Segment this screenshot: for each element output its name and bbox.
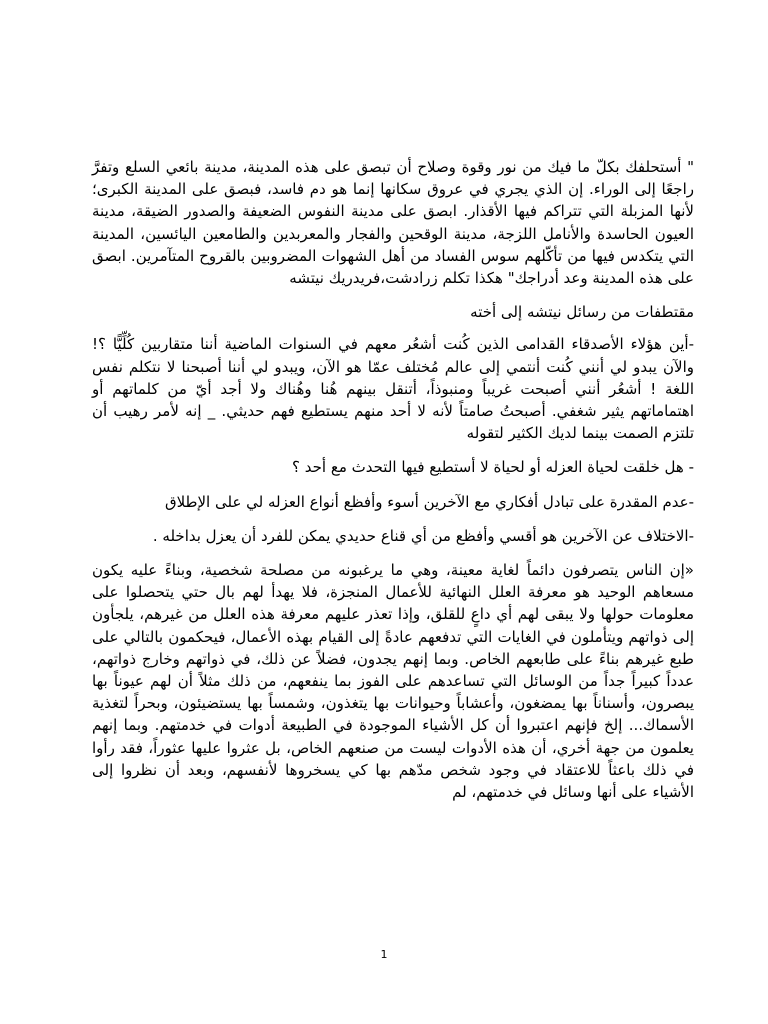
page-number: 1 [380,948,388,961]
letter-excerpt-question: - هل خلقت لحياة العزله أو لحياة لا أستطيع فيها التحدث مع أحد ؟ [292,458,694,477]
spinoza-quote: «إن الناس يتصرفون دائماً لغاية معينة، وهي ما يرغبونه من مصلحة شخصية، وبناءً عليه يكون مسعاهم الوحيد هو معرفة العلل النهائية للأعمال المنجزة، فلا يهدأ لهم بال حتي يتحصلوا على معلومات حولها ولا يبقى لهم أي داعٍ للقلق، وإذا تعذر عليهم معرفة هذه العلل من غيرهم، يلجأون إلى ذواتهم ويتأملون في الغايات التي تدفعهم عادةً إلى القيام بهذه الأعمال، فيحكمون بالتالي على طبع غيرهم بناءً على طابعهم الخاص. وبما إنهم يجدون، فضلاً عن ذلك، في ذواتهم وخارج ذواتهم، عدداً كبيراً جداً من الوسائل التي تساعدهم على الفوز بما ينفعهم، من ذلك مثلاً أن لهم عيوناً بها يبصرون، وأسناناً بها يمضغون، وأعشاباً وحيوانات بها يتغذون، وشمساً بها يستضيئون، وبحراً لتغذية الأسماك... إلخ فإنهم اعتبروا أن كل الأشياء الموجودة في الطبيعة أدوات في خدمتهم. وبما إنهم يعلمون من جهة أخري، أن هذه الأدوات ليست من صنعهم الخاص، بل عثروا عليها عثوراً، فقد رأوا في ذلك باعثاً للاعتقاد في وجود شخص مدّهم بها كي يسخروها لأنفسهم، وبعد أن نظروا إلى الأشياء على أنها وسائل في خدمتهم، لم [92,561,694,802]
section-heading: مقتطفات من رسائل نيتشه إلى أخته [470,303,694,322]
zarathustra-quote: " أستحلفك بكلّ ما فيك من نور وقوة وصلاح أن تبصق على هذه المدينة، مدينة بائعي السلع وتفرَّ راجعًا إلى الوراء. إن الذي يجري في عروق سكانها إنما هو دم فاسد، فبصق على المدينة الكبرى؛ لأنها المزبلة التي تتراكم فيها الأقذار. ابصق على مدينة النفوس الضعيفة والصدور الضيقة، مدينة العيون الحاسدة والأنامل اللزجة، مدينة الوقحين والفجار والمعربدين والطامعين اليائسين، المدينة التي يتكدس فيها من تأكّلهم سوس الفساد من أهل الشهوات المضروبين بالقروح المتآمرين. ابصق على هذه المدينة وعد أدراجك" هكذا تكلم زرادشت،فريدريك نيتشه [92,158,694,288]
letter-excerpt-difference: -الاختلاف عن الآخرين هو أقسي وأفظع من أي قناع حديدي يمكن للفرد أن يعزل بداخله . [152,526,694,545]
letter-excerpt-isolation: -عدم المقدرة على تبادل أفكاري مع الآخرين أسوء وأفظع أنواع العزله لي على الإطلاق [164,492,694,511]
document-body [92,156,694,815]
letter-excerpt-friends: -أين هؤلاء الأصدقاء القدامى الذين كُنت أشعُر معهم في السنوات الماضية أننا متقاربين كُلِّيًّا ؟! والآن يبدو لي أنني كُنت أنتمي إلى عالم مُختلف عمّا هو الآن، ويبدو لي أننا أصبحنا لا نتكلم نفس اللغة ! أشعُر أنني أصبحت غريباً ومنبوذاً، أتنقل بينهم هُنا وهُناك ولا أجد أيّ من كلماتهم أو اهتماماتهم يثير شغفي. أصبحتُ صامتاً لأنه لا أحد منهم يستطيع فهم حديثي. _ إنه لأمر رهيب أن تلتزم الصمت بينما لديك الكثير لتقوله [92,335,694,443]
